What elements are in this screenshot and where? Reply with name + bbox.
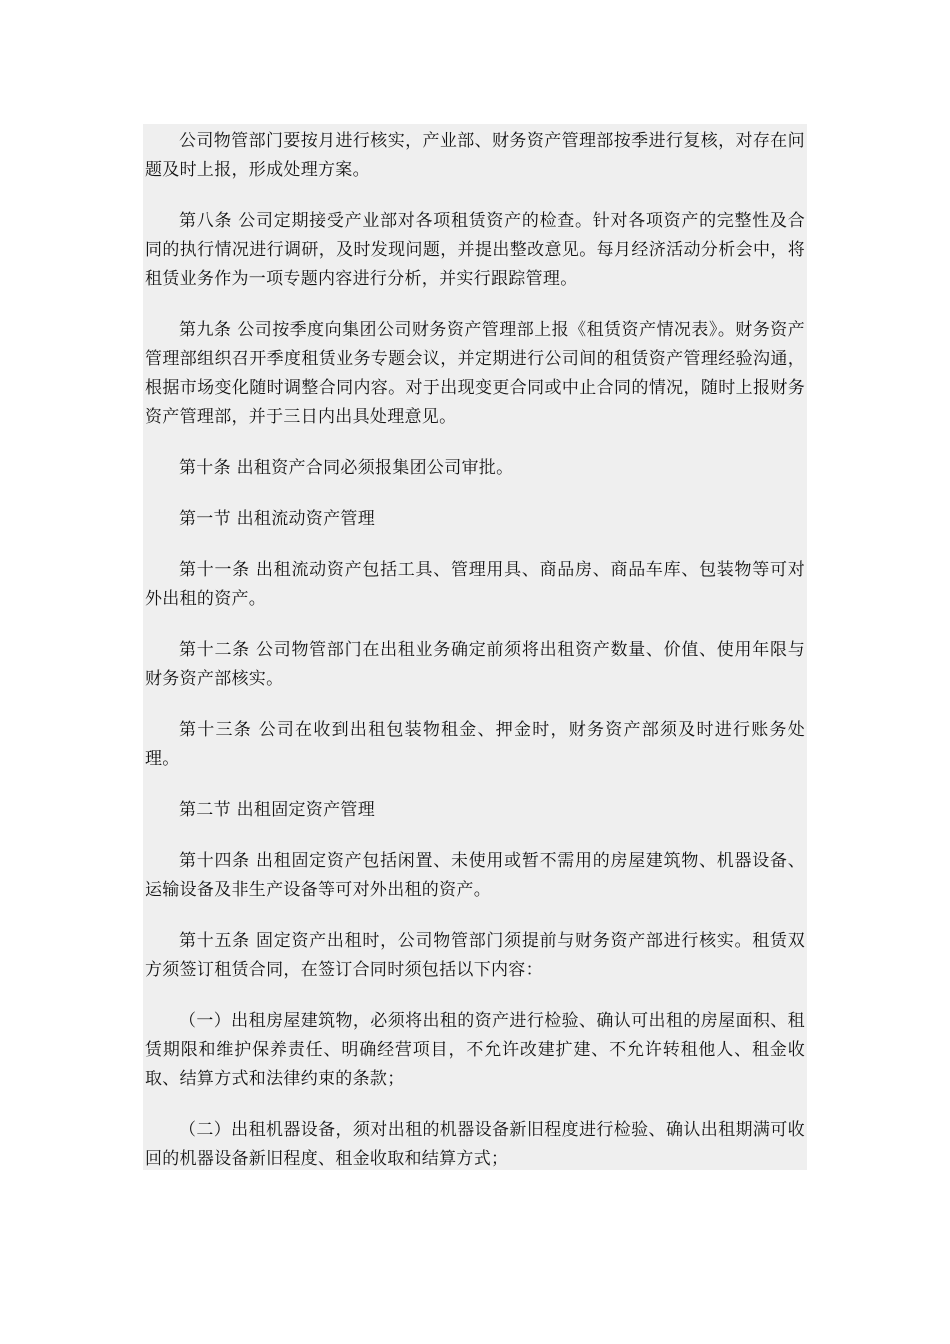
article-14: 第十四条 出租固定资产包括闲置、未使用或暂不需用的房屋建筑物、机器设备、运输设备及非生产设备等可对外出租的资产。 <box>145 851 805 900</box>
article-10: 第十条 出租资产合同必须报集团公司审批。 <box>179 458 514 478</box>
article-8: 第八条 公司定期接受产业部对各项租赁资产的检查。针对各项资产的完整性及合同的执行情况进行调研，及时发现问题，并提出整改意见。每月经济活动分析会中，将租赁业务作为一项专题内容进行分析，并实行跟踪管理。 <box>145 211 805 289</box>
clause-2: （二）出租机器设备，须对出租的机器设备新旧程度进行检验、确认出租期满可收回的机器设备新旧程度、租金收取和结算方式； <box>145 1120 805 1169</box>
article-13: 第十三条 公司在收到出租包装物租金、押金时，财务资产部须及时进行账务处理。 <box>145 720 805 769</box>
document-text-block <box>143 124 807 1170</box>
section-2-heading: 第二节 出租固定资产管理 <box>179 800 376 820</box>
article-12: 第十二条 公司物管部门在出租业务确定前须将出租资产数量、价值、使用年限与财务资产部核实。 <box>145 640 805 689</box>
article-9: 第九条 公司按季度向集团公司财务资产管理部上报《租赁资产情况表》。财务资产管理部组织召开季度租赁业务专题会议，并定期进行公司间的租赁资产管理经验沟通，根据市场变化随时调整合同内容。对于出现变更合同或中止合同的情况，随时上报财务资产管理部，并于三日内出具处理意见。 <box>145 320 805 427</box>
section-1-heading: 第一节 出租流动资产管理 <box>179 509 376 529</box>
clause-1: （一）出租房屋建筑物，必须将出租的资产进行检验、确认可出租的房屋面积、租赁期限和维护保养责任、明确经营项目，不允许改建扩建、不允许转租他人、租金收取、结算方式和法律约束的条款； <box>145 1011 805 1089</box>
paragraph-1: 公司物管部门要按月进行核实，产业部、财务资产管理部按季进行复核，对存在问题及时上报，形成处理方案。 <box>145 131 805 180</box>
article-11: 第十一条 出租流动资产包括工具、管理用具、商品房、商品车库、包装物等可对外出租的资产。 <box>145 560 805 609</box>
article-15: 第十五条 固定资产出租时，公司物管部门须提前与财务资产部进行核实。租赁双方须签订租赁合同，在签订合同时须包括以下内容： <box>145 931 805 980</box>
